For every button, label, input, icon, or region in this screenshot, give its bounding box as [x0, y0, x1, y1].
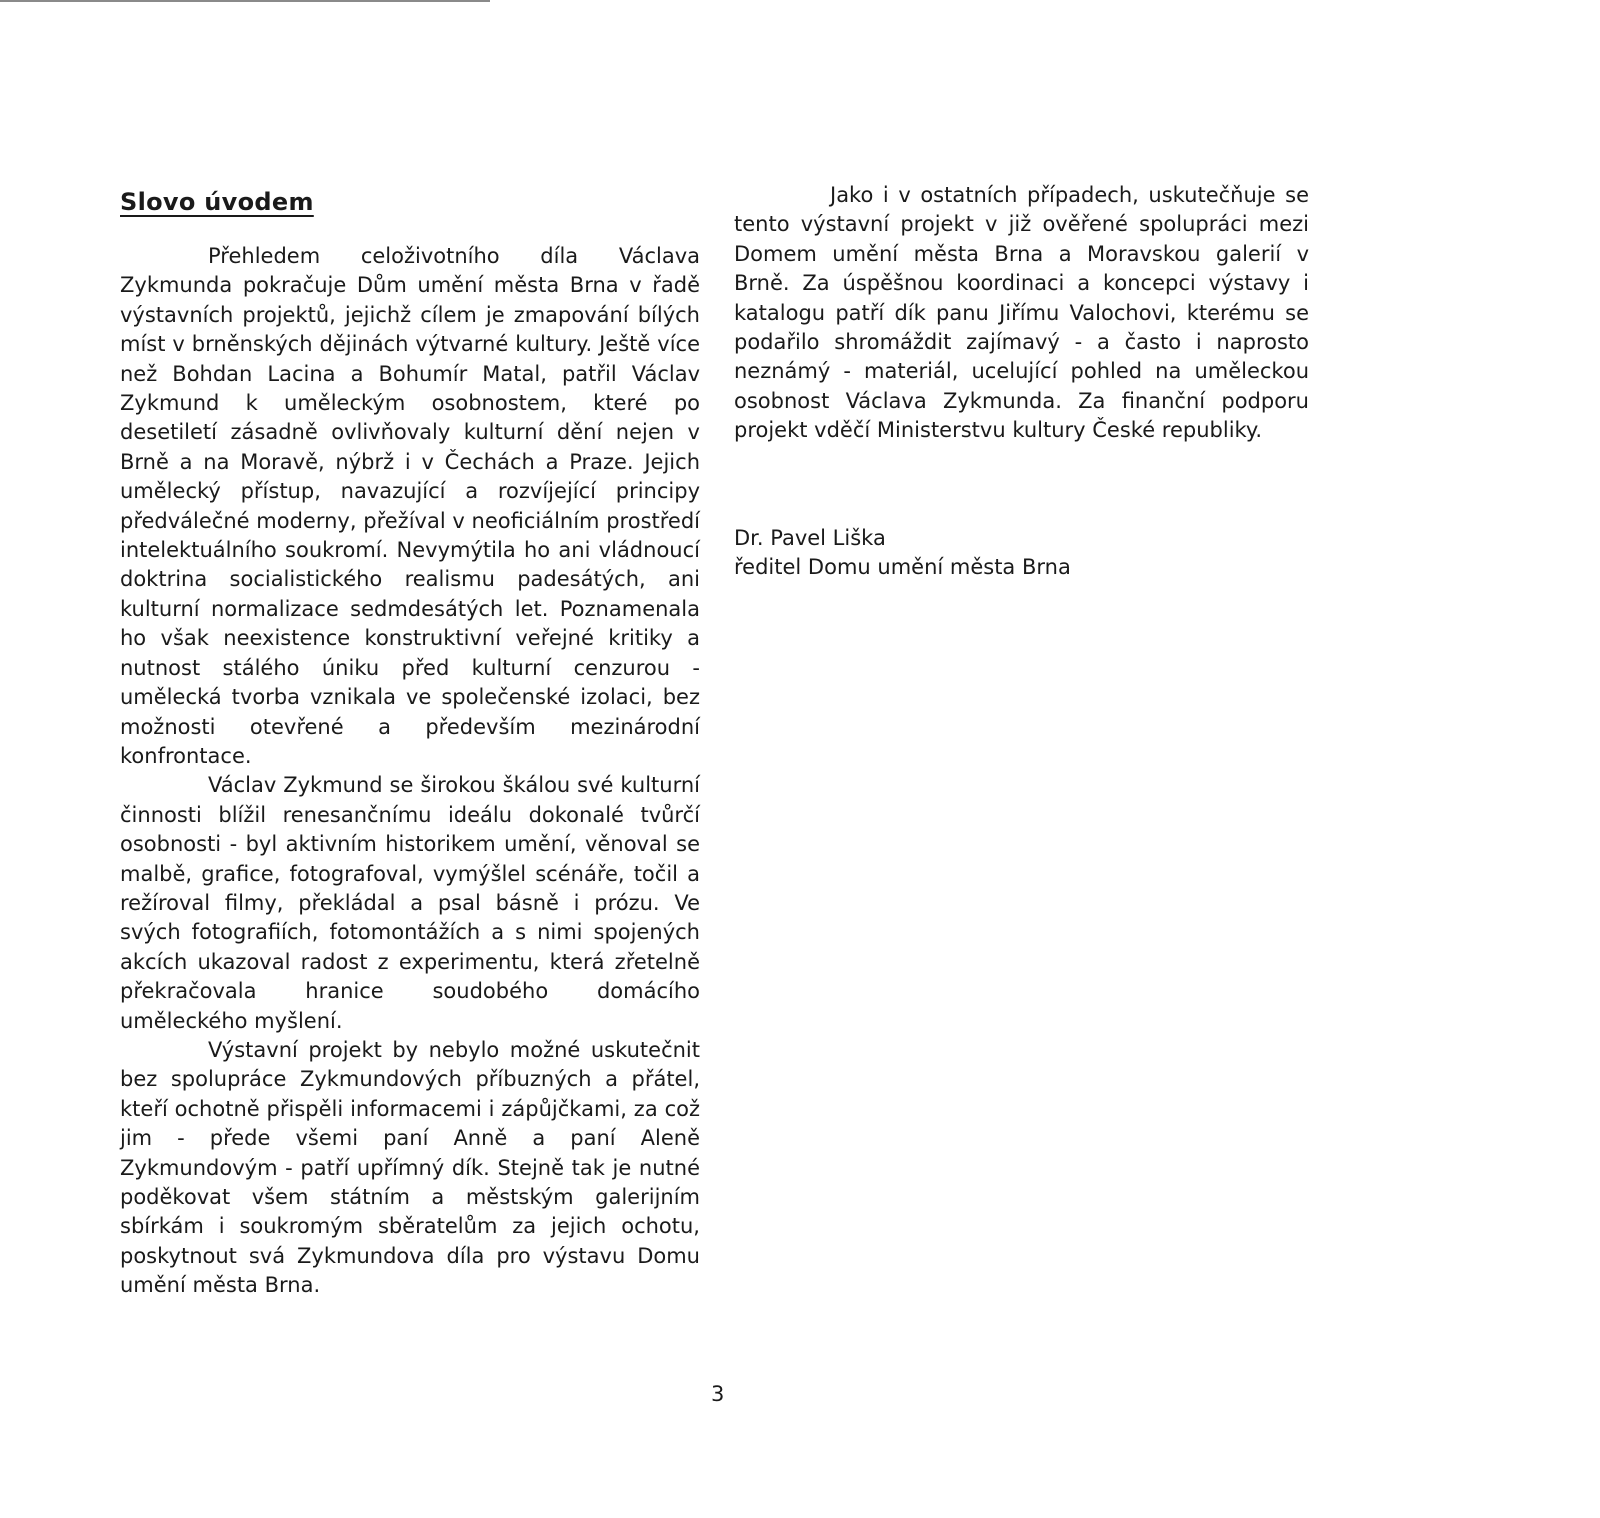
signature-block: [734, 524, 1071, 582]
intro-paragraph-2: Václav Zykmund se širokou škálou své kulturní činnosti blížil renesančnímu ideálu dokonalé tvůrčí osobnosti - byl aktivním historikem umění, věnoval se malbě, grafice, fotografoval, vymýšlel scénáře, točil a režíroval filmy, překládal a psal básně i prózu. Ve svých fotografiích, fotomontážích a s nimi spojených akcích ukazoval radost z experimentu, která zřetelně překračovala hranice soudobého domácího uměleckého myšlení.: [120, 773, 700, 1033]
top-edge-rule: [0, 0, 490, 2]
page-title: Slovo úvodem: [120, 188, 314, 216]
intro-paragraph-1: Přehledem celoživotního díla Václava Zykmunda pokračuje Dům umění města Brna v řadě výstavních projektů, jejichž cílem je zmapování bílých míst v brněnských dějinách výtvarné kultury. Ještě více než Bohdan Lacina a Bohumír Matal, patřil Václav Zykmund k uměleckým osobnostem, které po desetiletí zásadně ovlivňovaly kulturní dění nejen v Brně a na Moravě, nýbrž i v Čechách a Praze. Jejich umělecký přístup, navazující a rozvíjející principy předválečné moderny, přežíval v neoficiálním prostředí intelektuálního soukromí. Nevymýtila ho ani vládnoucí doktrina socialistického realismu padesátých, ani kulturní normalizace sedmdesátých let. Poznamenala ho však neexistence konstruktivní veřejné kritiky a nutnost stálého úniku před kulturní cenzurou - umělecká tvorba vznikala ve společenské izolaci, bez možnosti otevřené a především mezinárodní konfrontace.: [120, 244, 700, 768]
page-number: 3: [711, 1382, 725, 1406]
acknowledgement-paragraph: Jako i v ostatních případech, uskutečňuje se tento výstavní projekt v již ověřené spolupráci mezi Domem umění města Brna a Moravskou galerií v Brně. Za úspěšnou koordinaci a koncepci výstavy i katalogu patří dík panu Jiřímu Valochovi, kterému se podařilo shromáždit zajímavý - a často i naprosto neznámý - materiál, ucelující pohled na uměleckou osobnost Václava Zykmunda. Za finanční podporu projekt vděčí Ministerstvu kultury České republiky.: [734, 183, 1309, 443]
signature-name: Dr. Pavel Liška: [734, 526, 886, 550]
left-column: [120, 188, 700, 1301]
signature-title: ředitel Domu umění města Brna: [734, 555, 1071, 579]
right-column: [734, 181, 1309, 446]
intro-paragraph-3: Výstavní projekt by nebylo možné uskutečnit bez spolupráce Zykmundových příbuzných a přátel, kteří ochotně přispěli informacemi i zápůjčkami, za což jim - přede všemi paní Anně a paní Aleně Zykmundovým - patří upřímný dík. Stejně tak je nutné poděkovat všem státním a městským galerijním sbírkám i soukromým sběratelům za jejich ochotu, poskytnout svá Zykmundova díla pro výstavu Domu umění města Brna.: [120, 1037, 700, 1298]
